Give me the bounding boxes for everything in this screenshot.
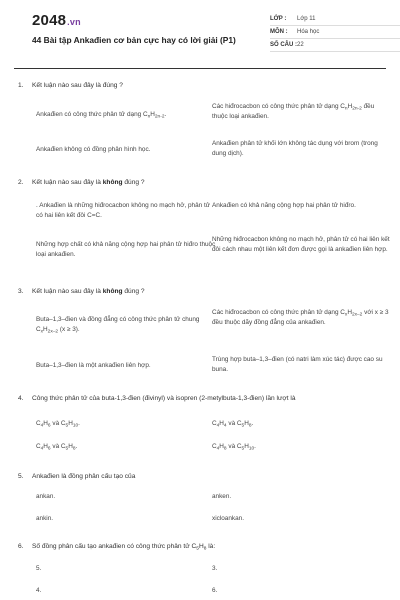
option-b[interactable]: 3.	[212, 565, 218, 572]
question-text: Kết luận nào sau đây là đúng ?	[32, 82, 123, 89]
question-number: 5.	[18, 473, 24, 480]
question-stem	[18, 287, 386, 296]
question-stem	[18, 542, 386, 551]
question-text: Ankađien là đồng phân cấu tạo của	[32, 473, 136, 480]
meta-key: SỐ CÂU :	[270, 42, 297, 48]
meta-row-class	[270, 13, 400, 26]
question-stem	[18, 394, 386, 403]
question-text: Kết luận nào sau đây là không đúng ?	[32, 288, 145, 295]
question-number: 6.	[18, 543, 24, 550]
option-c[interactable]: Buta–1,3–đien là một ankađien liên hợp.	[36, 362, 151, 369]
option-b[interactable]: Ankađien có khả năng cộng hợp hai phân tử hiđro.	[212, 202, 356, 209]
option-d[interactable]: Trùng hợp buta–1,3–đien (có natri làm xúc tác) được cao su buna.	[212, 356, 383, 373]
option-d[interactable]: Ankađien phân tử khối lớn không tác dụng với brom (trong dung dịch).	[212, 140, 378, 157]
option-b[interactable]: anken.	[212, 493, 232, 500]
option-c[interactable]: $C_4H_6$ và $C_5H_8$.	[36, 443, 78, 452]
question-3	[18, 287, 389, 373]
option-a[interactable]: $C_4H_6$ và $C_5H_{10}$.	[36, 420, 80, 429]
meta-value: Hóa học	[297, 29, 320, 35]
meta-key: LỚP :	[270, 16, 287, 22]
question-stem	[18, 178, 386, 187]
option-c[interactable]: ankin.	[36, 515, 54, 522]
meta-key: MÔN :	[270, 29, 288, 35]
option-b[interactable]: $C_4H_4$ và $C_5H_8$.	[212, 420, 254, 429]
question-4	[18, 394, 386, 452]
option-c[interactable]: Ankađien không có đồng phân hình học.	[36, 146, 151, 153]
option-a[interactable]: 5.	[36, 565, 42, 572]
option-a[interactable]: . Ankađien là những hiđrocacbon không no mạch hở, phân tử có hai liên kết đôi C=C.	[36, 202, 211, 219]
option-a[interactable]: Buta–1,3–đien và đồng đẳng có công thức phân tử chung $C_xH_{2x-2}$ (x ≥ 3).	[36, 316, 200, 334]
option-a[interactable]: Ankađien có công thức phân tử dạng $C_nH_{2n-2}$.	[36, 111, 167, 120]
question-number: 1.	[18, 82, 24, 89]
site-logo[interactable]	[32, 12, 81, 29]
option-a[interactable]: ankan.	[36, 493, 56, 500]
option-d[interactable]: Những hiđrocacbon không no mạch hở, phân tử có hai liên kết đôi cách nhau một liên kết đơn được gọi là ankađien liên hợp.	[212, 236, 390, 253]
question-text: Công thức phân tử của buta-1,3-đien (đivinyl) và isopren (2-metylbuta-1,3-đien) lần lượt là	[32, 395, 296, 402]
option-c[interactable]: Những hợp chất có khả năng cộng hợp hai phân tử hiđro thuộc loại ankađien.	[36, 241, 216, 258]
question-stem	[18, 81, 386, 90]
question-text: Số đồng phân cấu tạo ankađien có công thức phân tử $C_5H_8$ là:	[32, 543, 216, 552]
question-2	[18, 178, 390, 258]
logo-suffix: .vn	[67, 17, 81, 27]
question-number: 3.	[18, 288, 24, 295]
meta-value: 22	[297, 42, 304, 48]
question-6	[18, 542, 386, 594]
option-d[interactable]: $C_4H_8$ và $C_5H_{10}$.	[212, 443, 256, 452]
option-c[interactable]: 4.	[36, 587, 42, 594]
question-1	[18, 81, 386, 157]
meta-value: Lớp 11	[297, 16, 316, 22]
option-d[interactable]: xicloankan.	[212, 515, 244, 522]
question-stem	[18, 472, 386, 481]
option-d[interactable]: 6.	[212, 587, 218, 594]
meta-row-count	[270, 39, 400, 52]
header-divider	[14, 68, 386, 69]
question-text: Kết luận nào sau đây là không đúng ?	[32, 179, 145, 186]
option-b[interactable]: Các hiđrocacbon có công thức phân tử dạng $C_nH_{2n-2}$ đều thuộc loại ankađien.	[212, 103, 375, 120]
option-b[interactable]: Các hiđrocacbon có công thức phân tử dạng $C_xH_{2x-2}$ với x ≥ 3 đều thuộc dãy đồng đẳng của ankađien.	[212, 309, 389, 326]
page-title: 44 Bài tập Ankađien cơ bản cực hay có lời giải (P1)	[32, 35, 236, 45]
logo-text: 2048	[32, 12, 67, 29]
document-header	[14, 0, 386, 64]
question-5	[18, 472, 386, 522]
question-number: 2.	[18, 179, 24, 186]
meta-row-subject	[270, 26, 400, 39]
question-number: 4.	[18, 395, 24, 402]
document-meta	[270, 13, 400, 52]
